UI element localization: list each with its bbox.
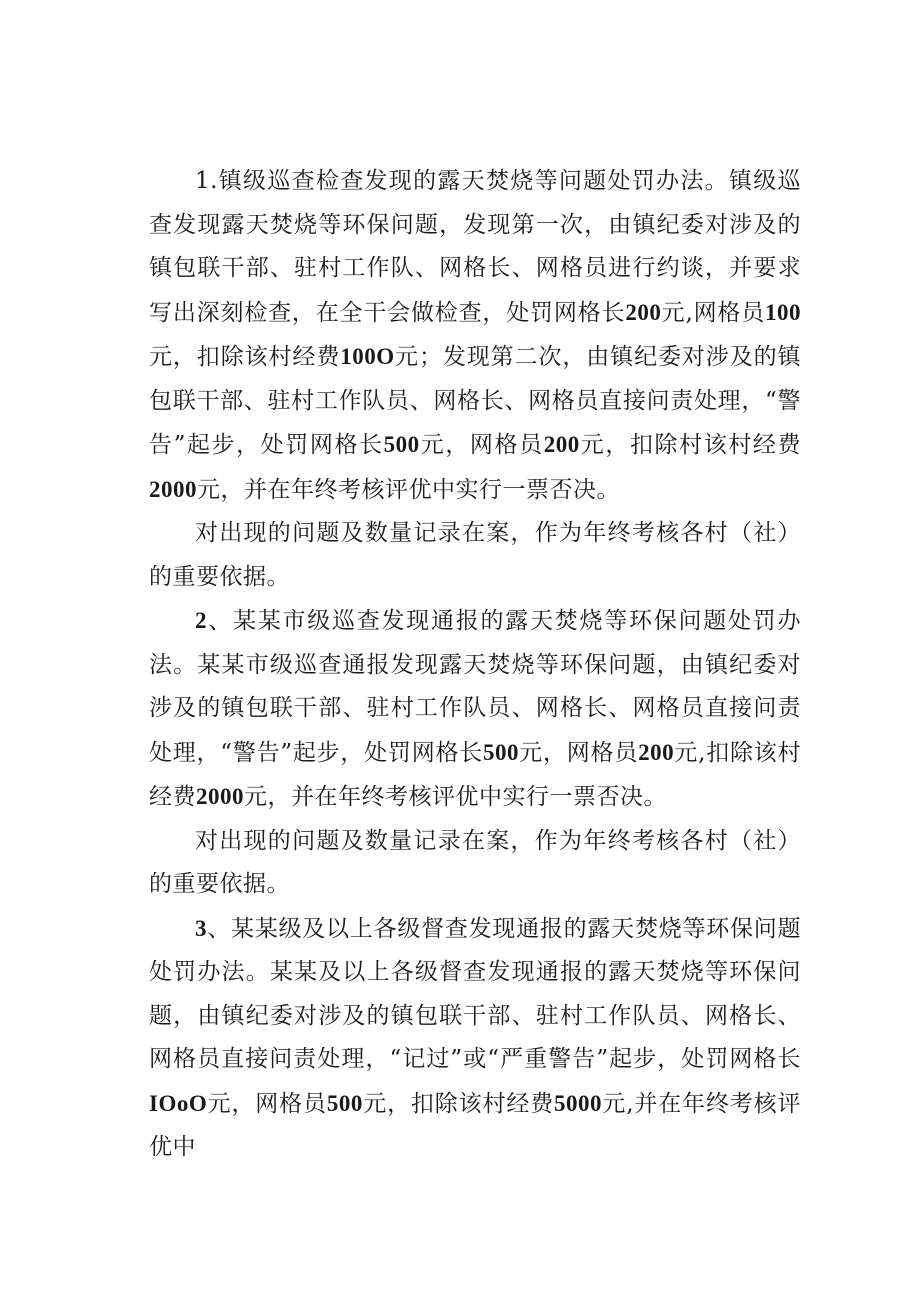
paragraph-record-note-2: 对出现的问题及数量记录在案，作为年终考核各村（社）的重要依据。 xyxy=(149,827,801,897)
document-body xyxy=(149,160,801,1170)
paragraph-higher-level-inspection: 3、某某级及以上各级督查发现通报的露天焚烧等环保问题处罚办法。某某及以上各级督查发现通报的露天焚烧等环保问题，由镇纪委对涉及的镇包联干部、驻村工作队员、网格长、网格员直接问责处理，“记过”或“严重警告”起步，处罚网格长IOoO元，网格员500元，扣除该村经费5000元,并在年终考核评优中 xyxy=(149,915,802,1160)
paragraph-town-inspection: 1.镇级巡查检查发现的露天焚烧等问题处罚办法。镇级巡查发现露天焚烧等环保问题，发现第一次，由镇纪委对涉及的镇包联干部、驻村工作队、网格长、网格员进行约谈，并要求写出深刻检查，在全干会做检查，处罚网格长200元,网格员100元，扣除该村经费100O元；发现第二次，由镇纪委对涉及的镇包联干部、驻村工作队员、网格长、网格员直接问责处理，“警告”起步，处罚网格长500元，网格员200元，扣除村该村经费2000元，并在年终考核评优中实行一票否决。 xyxy=(149,168,802,503)
paragraph-city-inspection: 2、某某市级巡查发现通报的露天焚烧等环保问题处罚办法。某某市级巡查通报发现露天焚烧等环保问题，由镇纪委对涉及的镇包联干部、驻村工作队员、网格长、网格员直接问责处理，“警告”起步，处罚网格长500元，网格员200元,扣除该村经费2000元，并在年终考核评优中实行一票否决。 xyxy=(149,608,801,810)
paragraph-record-note-1: 对出现的问题及数量记录在案，作为年终考核各村（社）的重要依据。 xyxy=(149,520,801,590)
